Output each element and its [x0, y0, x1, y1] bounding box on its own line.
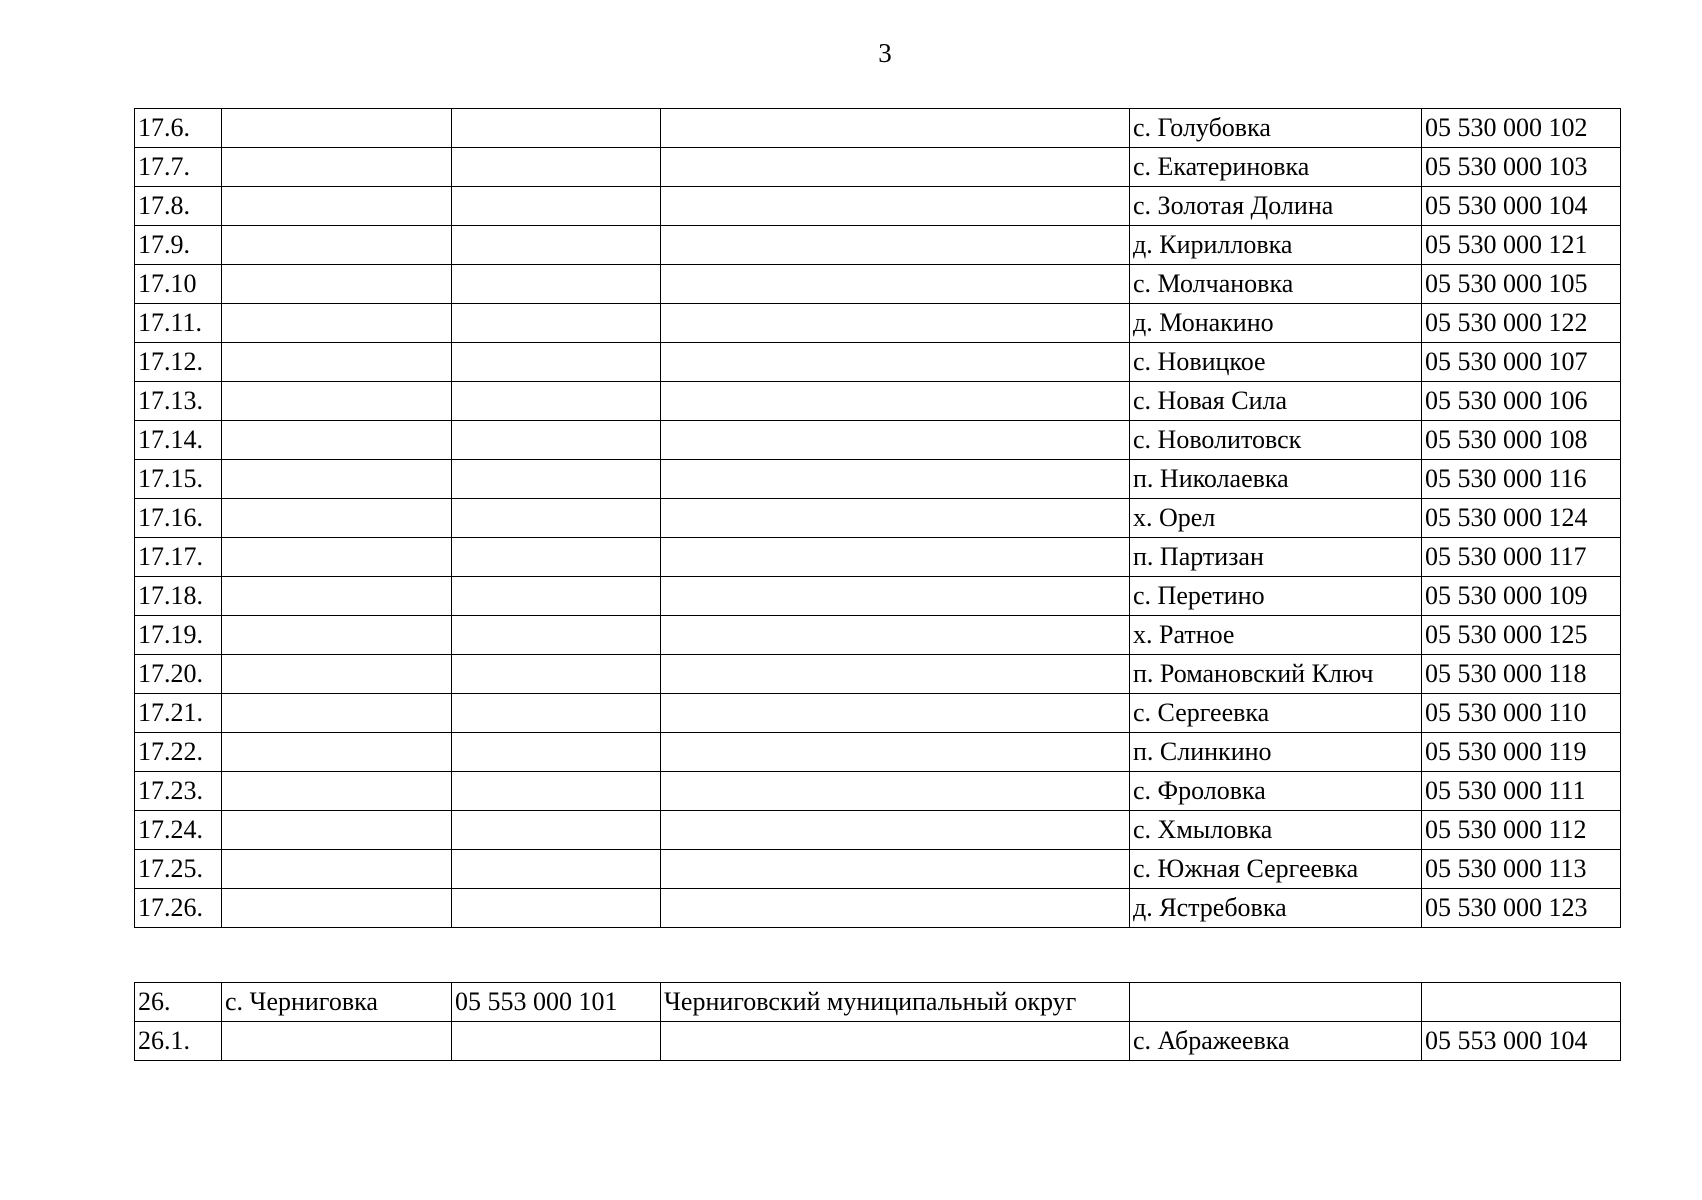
empty-cell — [661, 694, 1130, 733]
code-cell: 05 530 000 117 — [1422, 538, 1621, 577]
empty-cell — [222, 343, 452, 382]
empty-cell — [222, 304, 452, 343]
empty-cell — [222, 811, 452, 850]
empty-cell — [661, 733, 1130, 772]
table-row — [135, 1022, 1621, 1061]
settlement-cell: с. Фроловка — [1130, 772, 1422, 811]
empty-cell — [661, 616, 1130, 655]
table-row — [135, 538, 1621, 577]
empty-cell — [222, 538, 452, 577]
empty-cell — [452, 187, 661, 226]
row-number-cell: 17.18. — [135, 577, 222, 616]
code-cell: 05 530 000 116 — [1422, 460, 1621, 499]
table-row — [135, 811, 1621, 850]
table-row — [135, 265, 1621, 304]
code-cell: 05 530 000 122 — [1422, 304, 1621, 343]
settlement-cell: с. Новицкое — [1130, 343, 1422, 382]
row-number-cell: 17.16. — [135, 499, 222, 538]
code-cell: 05 530 000 105 — [1422, 265, 1621, 304]
empty-cell — [222, 616, 452, 655]
table-row — [135, 148, 1621, 187]
empty-cell — [452, 148, 661, 187]
settlement-cell: с. Сергеевка — [1130, 694, 1422, 733]
settlement-cell: п. Николаевка — [1130, 460, 1422, 499]
table-row — [135, 343, 1621, 382]
row-number-cell: 17.11. — [135, 304, 222, 343]
row-number-cell: 26.1. — [135, 1022, 222, 1061]
code-cell: 05 530 000 106 — [1422, 382, 1621, 421]
table-row — [135, 499, 1621, 538]
settlements-table — [134, 108, 1621, 928]
settlement-cell: п. Романовский Ключ — [1130, 655, 1422, 694]
empty-cell — [452, 694, 661, 733]
center-code-cell — [452, 1022, 661, 1061]
settlement-cell: с. Екатериновка — [1130, 148, 1422, 187]
code-cell: 05 530 000 118 — [1422, 655, 1621, 694]
code-cell: 05 530 000 107 — [1422, 343, 1621, 382]
empty-cell — [661, 538, 1130, 577]
row-number-cell: 17.13. — [135, 382, 222, 421]
empty-cell — [452, 811, 661, 850]
row-number-cell: 17.12. — [135, 343, 222, 382]
empty-cell — [222, 655, 452, 694]
empty-cell — [222, 148, 452, 187]
empty-cell — [452, 304, 661, 343]
row-number-cell: 17.21. — [135, 694, 222, 733]
empty-cell — [661, 187, 1130, 226]
code-cell — [1422, 983, 1621, 1022]
empty-cell — [661, 772, 1130, 811]
code-cell: 05 530 000 104 — [1422, 187, 1621, 226]
settlement-cell: д. Кирилловка — [1130, 226, 1422, 265]
table-row — [135, 382, 1621, 421]
code-cell: 05 530 000 102 — [1422, 109, 1621, 148]
empty-cell — [661, 850, 1130, 889]
settlement-cell: с. Новая Сила — [1130, 382, 1422, 421]
row-number-cell: 17.22. — [135, 733, 222, 772]
row-number-cell: 26. — [135, 983, 222, 1022]
settlement-cell: с. Хмыловка — [1130, 811, 1422, 850]
settlement-cell: х. Орел — [1130, 499, 1422, 538]
empty-cell — [222, 889, 452, 928]
row-number-cell: 17.23. — [135, 772, 222, 811]
district-table — [134, 982, 1621, 1061]
empty-cell — [222, 694, 452, 733]
empty-cell — [661, 889, 1130, 928]
row-number-cell: 17.8. — [135, 187, 222, 226]
code-cell: 05 530 000 124 — [1422, 499, 1621, 538]
empty-cell — [452, 421, 661, 460]
empty-cell — [452, 889, 661, 928]
empty-cell — [222, 772, 452, 811]
empty-cell — [452, 655, 661, 694]
empty-cell — [661, 304, 1130, 343]
empty-cell — [661, 421, 1130, 460]
empty-cell — [222, 226, 452, 265]
code-cell: 05 530 000 109 — [1422, 577, 1621, 616]
table-row — [135, 577, 1621, 616]
empty-cell — [661, 577, 1130, 616]
empty-cell — [452, 265, 661, 304]
settlement-cell: с. Южная Сергеевка — [1130, 850, 1422, 889]
row-number-cell: 17.15. — [135, 460, 222, 499]
settlement-cell: х. Ратное — [1130, 616, 1422, 655]
empty-cell — [661, 655, 1130, 694]
empty-cell — [222, 109, 452, 148]
page-number: 3 — [878, 38, 892, 68]
empty-cell — [452, 733, 661, 772]
row-number-cell: 17.6. — [135, 109, 222, 148]
empty-cell — [222, 733, 452, 772]
empty-cell — [661, 382, 1130, 421]
table-row — [135, 616, 1621, 655]
empty-cell — [661, 265, 1130, 304]
empty-cell — [452, 382, 661, 421]
code-cell: 05 553 000 104 — [1422, 1022, 1621, 1061]
empty-cell — [661, 226, 1130, 265]
settlement-cell: п. Партизан — [1130, 538, 1422, 577]
empty-cell — [661, 811, 1130, 850]
settlement-cell — [1130, 983, 1422, 1022]
empty-cell — [661, 148, 1130, 187]
row-number-cell: 17.10 — [135, 265, 222, 304]
settlement-cell: с. Золотая Долина — [1130, 187, 1422, 226]
row-number-cell: 17.14. — [135, 421, 222, 460]
empty-cell — [661, 499, 1130, 538]
empty-cell — [222, 577, 452, 616]
row-number-cell: 17.24. — [135, 811, 222, 850]
empty-cell — [222, 460, 452, 499]
settlement-cell: с. Перетино — [1130, 577, 1422, 616]
table-row — [135, 983, 1621, 1022]
settlement-cell: с. Молчановка — [1130, 265, 1422, 304]
row-number-cell: 17.7. — [135, 148, 222, 187]
empty-cell — [222, 421, 452, 460]
empty-cell — [661, 460, 1130, 499]
district-cell: Черниговский муниципальный округ — [661, 983, 1130, 1022]
row-number-cell: 17.20. — [135, 655, 222, 694]
table-row — [135, 421, 1621, 460]
row-number-cell: 17.9. — [135, 226, 222, 265]
empty-cell — [452, 460, 661, 499]
empty-cell — [452, 616, 661, 655]
center-cell: с. Черниговка — [222, 983, 452, 1022]
empty-cell — [661, 343, 1130, 382]
empty-cell — [222, 850, 452, 889]
code-cell: 05 530 000 125 — [1422, 616, 1621, 655]
settlement-cell: д. Монакино — [1130, 304, 1422, 343]
table-row — [135, 655, 1621, 694]
empty-cell — [222, 499, 452, 538]
settlement-cell: с. Абражеевка — [1130, 1022, 1422, 1061]
table-row — [135, 187, 1621, 226]
row-number-cell: 17.25. — [135, 850, 222, 889]
empty-cell — [452, 577, 661, 616]
code-cell: 05 530 000 108 — [1422, 421, 1621, 460]
empty-cell — [452, 226, 661, 265]
settlement-cell: с. Новолитовск — [1130, 421, 1422, 460]
table-row — [135, 694, 1621, 733]
table-row — [135, 109, 1621, 148]
code-cell: 05 530 000 121 — [1422, 226, 1621, 265]
table-row — [135, 733, 1621, 772]
code-cell: 05 530 000 111 — [1422, 772, 1621, 811]
row-number-cell: 17.19. — [135, 616, 222, 655]
center-code-cell: 05 553 000 101 — [452, 983, 661, 1022]
settlement-cell: д. Ястребовка — [1130, 889, 1422, 928]
empty-cell — [452, 850, 661, 889]
empty-cell — [661, 109, 1130, 148]
code-cell: 05 530 000 103 — [1422, 148, 1621, 187]
empty-cell — [452, 772, 661, 811]
district-cell — [661, 1022, 1130, 1061]
empty-cell — [222, 382, 452, 421]
empty-cell — [452, 538, 661, 577]
settlement-cell: с. Голубовка — [1130, 109, 1422, 148]
code-cell: 05 530 000 123 — [1422, 889, 1621, 928]
table-row — [135, 889, 1621, 928]
code-cell: 05 530 000 110 — [1422, 694, 1621, 733]
row-number-cell: 17.26. — [135, 889, 222, 928]
empty-cell — [222, 187, 452, 226]
empty-cell — [452, 499, 661, 538]
table-row — [135, 850, 1621, 889]
table-row — [135, 304, 1621, 343]
empty-cell — [222, 265, 452, 304]
code-cell: 05 530 000 119 — [1422, 733, 1621, 772]
settlement-cell: п. Слинкино — [1130, 733, 1422, 772]
center-cell — [222, 1022, 452, 1061]
table-row — [135, 772, 1621, 811]
table-row — [135, 226, 1621, 265]
code-cell: 05 530 000 113 — [1422, 850, 1621, 889]
empty-cell — [452, 109, 661, 148]
table-row — [135, 460, 1621, 499]
code-cell: 05 530 000 112 — [1422, 811, 1621, 850]
row-number-cell: 17.17. — [135, 538, 222, 577]
empty-cell — [452, 343, 661, 382]
